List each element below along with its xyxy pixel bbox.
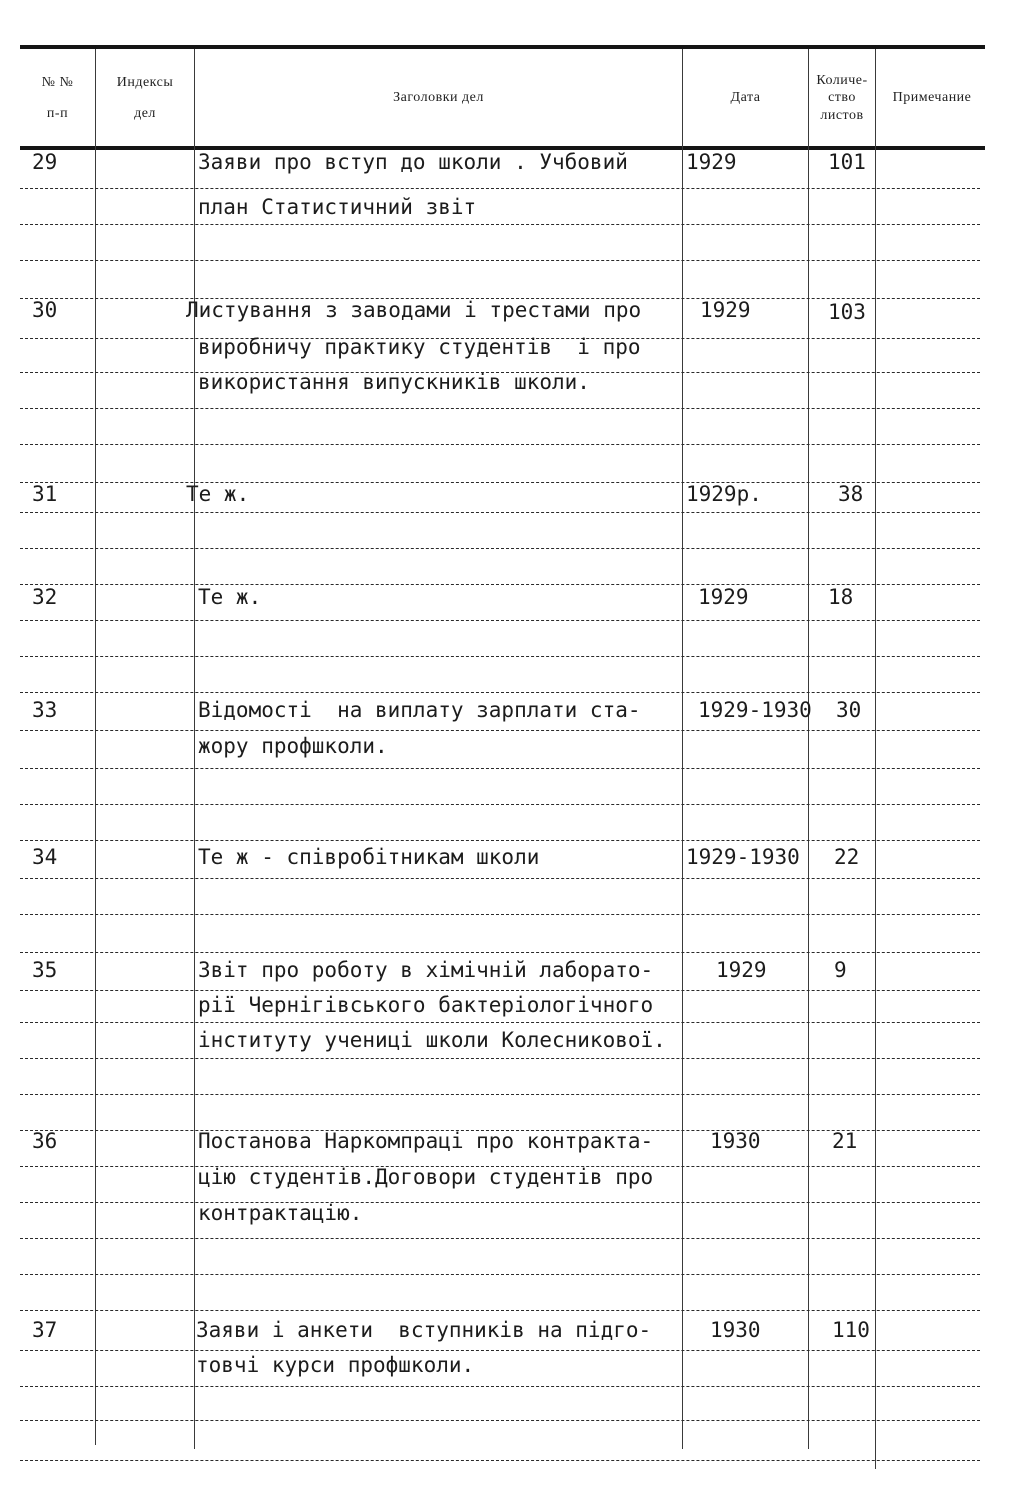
row-title-line: Заяви про вступ до школи . Учбовий	[198, 150, 628, 174]
ruled-line	[20, 1202, 980, 1203]
row-date: 1930	[710, 1129, 761, 1153]
row-sheets: 103	[828, 300, 866, 324]
row-date: 1929-1930	[698, 698, 812, 722]
row-date: 1929-1930	[686, 845, 800, 869]
row-date: 1929р.	[686, 482, 762, 506]
ruled-line	[20, 620, 980, 621]
table-top-border	[20, 45, 985, 49]
row-title-line: Звіт про роботу в хімічній лаборато-	[198, 958, 654, 982]
ruled-line	[20, 1058, 980, 1059]
ruled-line	[20, 1420, 980, 1421]
row-number: 37	[32, 1318, 58, 1342]
row-title-line: Відомості на виплату зарплати ста-	[198, 698, 641, 722]
row-date: 1930	[710, 1318, 761, 1342]
ruled-line	[20, 482, 980, 483]
header-notes: Примечание	[892, 90, 972, 106]
ruled-line	[20, 1238, 980, 1239]
row-sheets: 22	[834, 845, 860, 869]
row-title-line: Заяви і анкети вступників на підго-	[196, 1318, 652, 1342]
ruled-line	[20, 512, 980, 513]
row-sheets: 9	[834, 958, 847, 982]
row-title-line: Те ж.	[186, 482, 250, 506]
row-title-line: Те ж - співробітникам школи	[198, 845, 540, 869]
row-sheets: 21	[832, 1129, 858, 1153]
ruled-line	[20, 444, 980, 445]
ruled-line	[20, 224, 980, 225]
column-divider	[875, 49, 876, 1469]
ruled-line	[20, 914, 980, 915]
row-number: 34	[32, 845, 58, 869]
column-divider	[808, 49, 809, 1449]
header-index: Индексы дел	[116, 74, 174, 121]
row-sheets: 101	[828, 150, 866, 174]
ruled-line	[20, 260, 980, 261]
ruled-line	[20, 656, 980, 657]
ruled-line	[20, 768, 980, 769]
row-date: 1929	[698, 585, 749, 609]
row-sheets: 18	[828, 585, 854, 609]
row-number: 35	[32, 958, 58, 982]
header-number: № № п-п	[41, 74, 74, 121]
row-number: 31	[32, 482, 58, 506]
ruled-line	[20, 548, 980, 549]
row-date: 1929	[686, 150, 737, 174]
row-title-line: рії Чернігівського бактеріологічного	[198, 993, 654, 1017]
column-divider	[95, 49, 96, 1445]
row-sheets: 30	[836, 698, 862, 722]
ruled-line	[20, 1460, 980, 1461]
ruled-line	[20, 730, 980, 731]
ruled-line	[20, 878, 980, 879]
column-divider	[682, 49, 683, 1449]
row-title-line: використання випускників школи.	[198, 370, 590, 394]
row-title-line: жору профшколи.	[198, 734, 388, 758]
row-number: 29	[32, 150, 58, 174]
column-divider	[194, 49, 195, 1449]
row-date: 1929	[716, 958, 767, 982]
header-sheets: Количе- ство листов	[816, 72, 868, 123]
row-sheets: 38	[838, 482, 864, 506]
ruled-line	[20, 1386, 980, 1387]
ruled-line	[20, 804, 980, 805]
ruled-line	[20, 1350, 980, 1351]
ruled-line	[20, 1094, 980, 1095]
ruled-line	[20, 1310, 980, 1311]
row-title-line: виробничу практику студентів і про	[198, 335, 641, 359]
ruled-line	[20, 1274, 980, 1275]
ruled-line	[20, 408, 980, 409]
row-title-line: контрактацію.	[198, 1201, 363, 1225]
row-title-line: Постанова Наркомпраці про контракта-	[198, 1129, 654, 1153]
row-title-line: Листування з заводами і трестами про	[186, 298, 642, 322]
ruled-line	[20, 188, 980, 189]
row-title-line: цію студентів.Договори студентів про	[198, 1165, 654, 1189]
row-number: 36	[32, 1129, 58, 1153]
row-title-line: товчі курси профшколи.	[196, 1353, 475, 1377]
row-number: 33	[32, 698, 58, 722]
row-number: 32	[32, 585, 58, 609]
header-date: Дата	[730, 90, 761, 106]
row-title-line: Те ж.	[198, 585, 262, 609]
row-title-line: план Статистичний звіт	[198, 195, 477, 219]
row-title-line: інституту учениці школи Колесникової.	[198, 1028, 666, 1052]
header-title: Заголовки дел	[393, 90, 484, 106]
row-date: 1929	[700, 298, 751, 322]
row-number: 30	[32, 298, 58, 322]
row-sheets: 110	[832, 1318, 870, 1342]
